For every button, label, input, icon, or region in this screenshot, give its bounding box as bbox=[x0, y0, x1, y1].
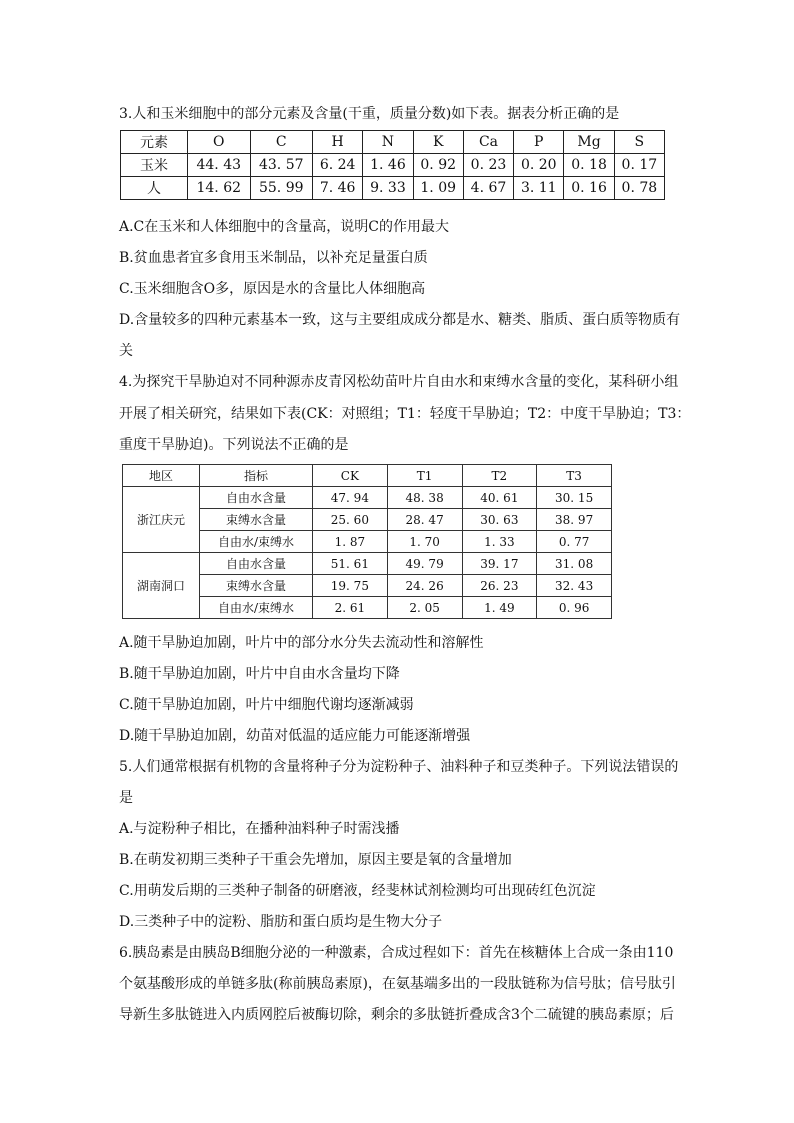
table-row bbox=[123, 553, 612, 575]
q3-option-d-cont: 关 bbox=[119, 343, 133, 359]
region-cell: 湖南洞口 bbox=[123, 553, 200, 619]
header-cell: T1 bbox=[387, 465, 462, 487]
table-cell: 28. 47 bbox=[387, 509, 462, 531]
q6-line-3: 导新生多肽链进入内质网腔后被酶切除，剩余的多肽链折叠成含3个二硫键的胰岛素原；后 bbox=[119, 1007, 674, 1023]
table-cell: 26. 23 bbox=[462, 575, 537, 597]
table-cell: 14. 62 bbox=[188, 177, 251, 200]
table-row bbox=[123, 487, 612, 509]
table-cell: 43. 57 bbox=[250, 154, 313, 177]
table-cell: 0. 77 bbox=[537, 531, 612, 553]
table-cell: 自由水/束缚水 bbox=[200, 597, 313, 619]
q4-stem-2: 开展了相关研究，结果如下表(CK：对照组；T1：轻度干旱胁迫；T2：中度干旱胁迫；T3： bbox=[119, 406, 691, 422]
header-cell: 元素 bbox=[121, 131, 188, 154]
table-cell: 25. 60 bbox=[313, 509, 388, 531]
drought-stress-table bbox=[122, 464, 612, 619]
table-cell: 1. 46 bbox=[363, 154, 413, 177]
table-cell: 47. 94 bbox=[313, 487, 388, 509]
q5-stem-1: 5.人们通常根据有机物的含量将种子分为淀粉种子、油料种子和豆类种子。下列说法错误的 bbox=[119, 759, 679, 775]
table-cell: 30. 15 bbox=[537, 487, 612, 509]
table-cell: 31. 08 bbox=[537, 553, 612, 575]
table-header-row bbox=[123, 465, 612, 487]
q5-stem-2: 是 bbox=[119, 790, 133, 806]
q3-option-c: C.玉米细胞含O多，原因是水的含量比人体细胞高 bbox=[119, 281, 426, 297]
header-cell: T2 bbox=[462, 465, 537, 487]
table-cell: 55. 99 bbox=[250, 177, 313, 200]
table-cell: 束缚水含量 bbox=[200, 575, 313, 597]
table-cell: 2. 05 bbox=[387, 597, 462, 619]
q4-option-a: A.随干旱胁迫加剧，叶片中的部分水分失去流动性和溶解性 bbox=[119, 635, 484, 651]
q6-line-2: 个氨基酸形成的单链多肽(称前胰岛素原)，在氨基端多出的一段肽链称为信号肽；信号肽引 bbox=[119, 976, 676, 992]
q3-option-b: B.贫血患者宜多食用玉米制品，以补充足量蛋白质 bbox=[119, 250, 428, 266]
header-cell: 指标 bbox=[200, 465, 313, 487]
q6-line-1: 6.胰岛素是由胰岛B细胞分泌的一种激素，合成过程如下：首先在核糖体上合成一条由110 bbox=[119, 945, 674, 961]
table-cell: 24. 26 bbox=[387, 575, 462, 597]
header-cell: CK bbox=[313, 465, 388, 487]
table-cell: 51. 61 bbox=[313, 553, 388, 575]
table-cell: 4. 67 bbox=[463, 177, 513, 200]
table-cell: 自由水含量 bbox=[200, 487, 313, 509]
table-cell: 1. 33 bbox=[462, 531, 537, 553]
table-cell: 束缚水含量 bbox=[200, 509, 313, 531]
table-cell: 自由水含量 bbox=[200, 553, 313, 575]
table-cell: 0. 92 bbox=[413, 154, 463, 177]
header-cell: T3 bbox=[537, 465, 612, 487]
table-cell: 自由水/束缚水 bbox=[200, 531, 313, 553]
table-cell: 0. 18 bbox=[564, 154, 614, 177]
table-cell: 48. 38 bbox=[387, 487, 462, 509]
table-cell: 0. 96 bbox=[537, 597, 612, 619]
q5-option-b: B.在萌发初期三类种子干重会先增加，原因主要是氧的含量增加 bbox=[119, 852, 512, 868]
element-content-table bbox=[120, 130, 665, 200]
header-cell: K bbox=[413, 131, 463, 154]
q4-option-b: B.随干旱胁迫加剧，叶片中自由水含量均下降 bbox=[119, 666, 400, 682]
q4-stem-1: 4.为探究干旱胁迫对不同种源赤皮青冈松幼苗叶片自由水和束缚水含量的变化，某科研小组 bbox=[119, 374, 679, 390]
q4-option-c: C.随干旱胁迫加剧，叶片中细胞代谢均逐渐减弱 bbox=[119, 697, 414, 713]
header-cell: S bbox=[614, 131, 664, 154]
table-cell: 1. 09 bbox=[413, 177, 463, 200]
header-cell: H bbox=[313, 131, 363, 154]
table-cell: 49. 79 bbox=[387, 553, 462, 575]
table-cell: 38. 97 bbox=[537, 509, 612, 531]
table-cell: 玉米 bbox=[121, 154, 188, 177]
table-cell: 7. 46 bbox=[313, 177, 363, 200]
table-cell: 1. 70 bbox=[387, 531, 462, 553]
header-cell: Mg bbox=[564, 131, 614, 154]
table-cell: 3. 11 bbox=[514, 177, 564, 200]
table-cell: 0. 78 bbox=[614, 177, 664, 200]
table-cell: 39. 17 bbox=[462, 553, 537, 575]
table-cell: 0. 16 bbox=[564, 177, 614, 200]
q4-option-d: D.随干旱胁迫加剧，幼苗对低温的适应能力可能逐渐增强 bbox=[119, 728, 471, 744]
q3-option-d: D.含量较多的四种元素基本一致，这与主要组成成分都是水、糖类、脂质、蛋白质等物质有 bbox=[119, 312, 681, 328]
table-cell: 19. 75 bbox=[313, 575, 388, 597]
q5-option-c: C.用萌发后期的三类种子制备的研磨液，经斐林试剂检测均可出现砖红色沉淀 bbox=[119, 883, 596, 899]
header-cell: N bbox=[363, 131, 413, 154]
table-cell: 0. 23 bbox=[463, 154, 513, 177]
header-cell: P bbox=[514, 131, 564, 154]
q5-option-d: D.三类种子中的淀粉、脂肪和蛋白质均是生物大分子 bbox=[119, 914, 443, 930]
q3-option-a: A.C在玉米和人体细胞中的含量高，说明C的作用最大 bbox=[119, 219, 449, 235]
header-cell: Ca bbox=[463, 131, 513, 154]
table-cell: 1. 49 bbox=[462, 597, 537, 619]
q4-stem-3: 重度干旱胁迫)。下列说法不正确的是 bbox=[119, 437, 349, 453]
region-cell: 浙江庆元 bbox=[123, 487, 200, 553]
header-cell: 地区 bbox=[123, 465, 200, 487]
header-cell: O bbox=[188, 131, 251, 154]
table-cell: 2. 61 bbox=[313, 597, 388, 619]
table-cell: 6. 24 bbox=[313, 154, 363, 177]
header-cell: C bbox=[250, 131, 313, 154]
table-cell: 44. 43 bbox=[188, 154, 251, 177]
q5-option-a: A.与淀粉种子相比，在播种油料种子时需浅播 bbox=[119, 821, 400, 837]
table-cell: 人 bbox=[121, 177, 188, 200]
table-cell: 40. 61 bbox=[462, 487, 537, 509]
q3-stem: 3.人和玉米细胞中的部分元素及含量(干重，质量分数)如下表。据表分析正确的是 bbox=[119, 106, 620, 122]
table-cell: 32. 43 bbox=[537, 575, 612, 597]
table-row bbox=[121, 154, 665, 177]
table-cell: 30. 63 bbox=[462, 509, 537, 531]
table-cell: 0. 20 bbox=[514, 154, 564, 177]
table-header-row bbox=[121, 131, 665, 154]
table-cell: 1. 87 bbox=[313, 531, 388, 553]
table-cell: 9. 33 bbox=[363, 177, 413, 200]
table-cell: 0. 17 bbox=[614, 154, 664, 177]
table-row bbox=[121, 177, 665, 200]
